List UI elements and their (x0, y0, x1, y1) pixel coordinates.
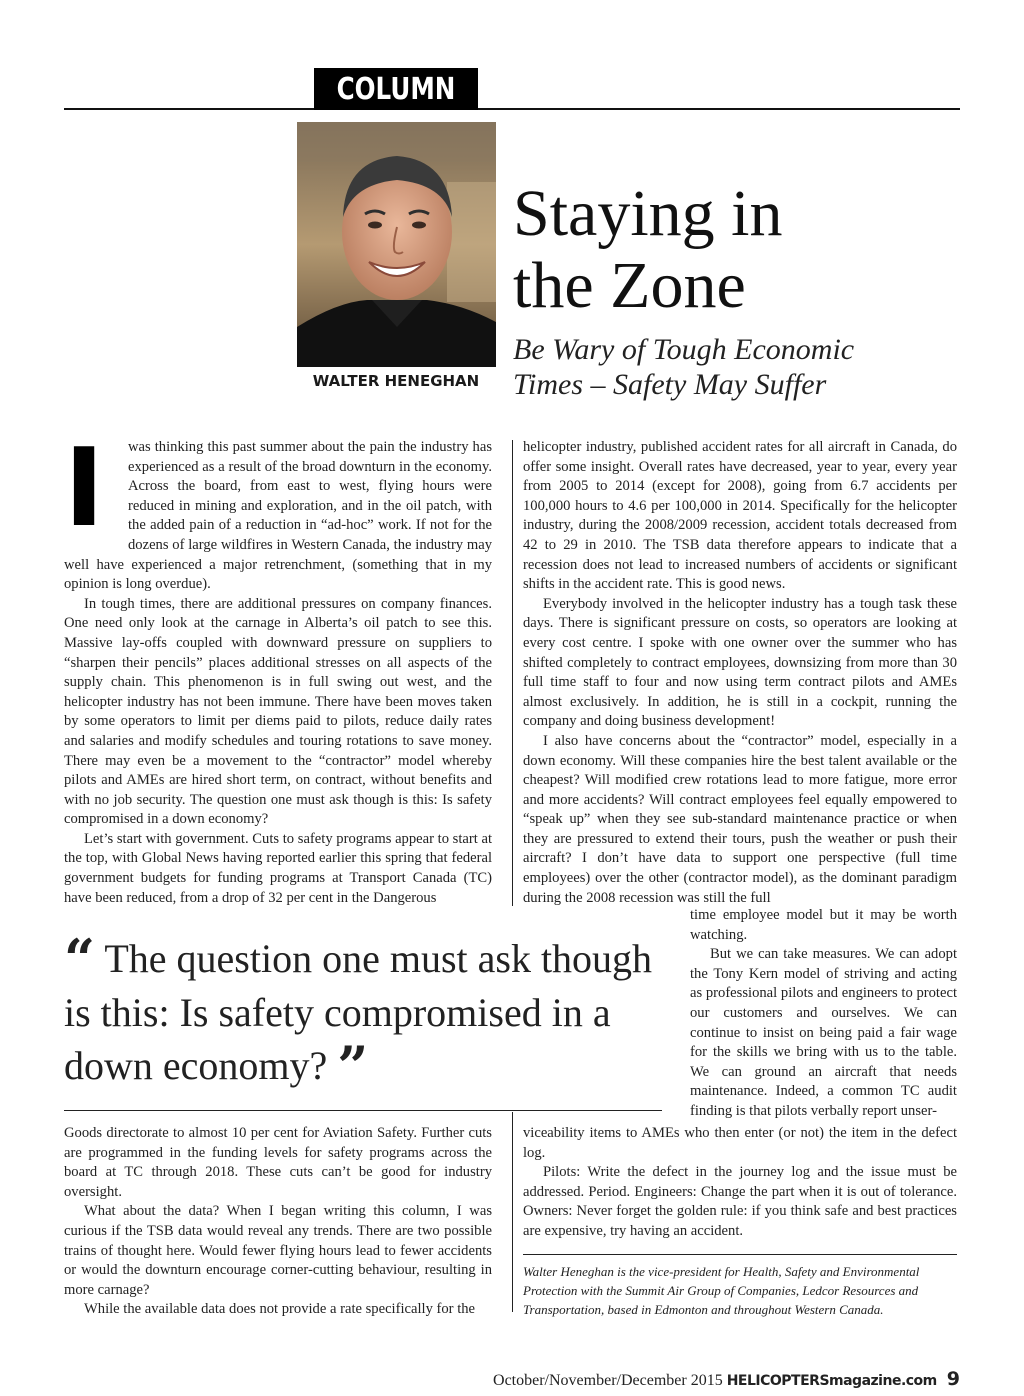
pull-quote (64, 927, 684, 1098)
paragraph: Pilots: Write the defect in the journey log and the issue must be addressed. Period. Engineers: Change the part when it is out of tolerance. Owners: Never forget the golden rule: if you think safe and best practices are expensive, try having an accident. (523, 1164, 957, 1239)
paragraph: While the available data does not provide a rate specifically for the (84, 1301, 476, 1318)
column-divider-bottom (512, 1112, 513, 1312)
author-bio: Walter Heneghan is the vice-president for Health, Safety and Environmental Protection with the Summit Air Group of Companies, Ledcor Resources and Transportation, based in Edmonton and throughout Western Canada. (523, 1264, 920, 1317)
paragraph: In tough times, there are additional pressures on company finances. One need only look at the carnage in Alberta’s oil patch to see this. Massive lay-offs coupled with downward pressure on suppliers to “sharpen their pencils” places additional stresses on all aspects of the supply chain. This phenomenon is in full swing out west, and the helicopter industry has not been immune. There have been moves taken by some operators to limit per diems paid to pilots, reduce daily rates and salaries and modify schedules and touring rotations to save money. There may even be a movement to the “contractor” model whereby pilots and AMEs are hired short term, on contract, without benefits and with no job security. The question one must ask though is this: Is safety compromised in a down economy? (64, 595, 492, 828)
drop-cap: I (64, 426, 105, 551)
page-footer (460, 1368, 960, 1390)
paragraph: viceability items to AMEs who then enter (or not) the item in the defect log. (523, 1125, 957, 1161)
subheadline (513, 332, 854, 402)
paragraph: time employee model but it may be worth watching. (690, 907, 957, 943)
magazine-url: HELICOPTERSmagazine.com (726, 1373, 937, 1389)
close-quote-mark: ” (337, 1034, 369, 1098)
paragraph: What about the data? When I began writing this column, I was curious if the TSB data would reveal any trends. There are two possible trains of thought here. Would fewer flying hours lead to fewer accidents or would the downturn encourage corner-cutting behaviour, resulting in more carnage? (64, 1203, 492, 1298)
headline-line-2: the Zone (513, 249, 746, 322)
paragraph: But we can take measures. We can adopt the Tony Kern model of striving and acting as professional pilots and engineers to protect our customers and ourselves. We can continue to insist on being paid a fair wage for the skills we bring with us to the table. We can ground an aircraft that needs maintenance. Indeed, a common TC audit finding is that pilots verbally report unser- (690, 946, 957, 1119)
bio-rule (523, 1254, 957, 1255)
header-rule (64, 108, 960, 110)
headline-line-1: Staying in (513, 177, 783, 250)
open-quote-mark: “ (64, 927, 96, 991)
section-label: COLUMN (314, 68, 478, 110)
paragraph: Goods directorate to almost 10 per cent for Aviation Safety. Further cuts are programmed in the funding levels for safety programs across the board at TC through 2018. These cuts can’t be good for industry oversight. (64, 1125, 492, 1200)
paragraph: Let’s start with government. Cuts to safety programs appear to start at the top, with Global News having reported earlier this spring that federal government budgets for funding programs at Transport Canada (TC) have been reduced, from a drop of 32 per cent in the Dangerous (64, 830, 492, 906)
author-caption: WALTER HENEGHAN (312, 372, 480, 390)
author-portrait-illustration (297, 122, 496, 367)
paragraph: Everybody involved in the helicopter industry has a tough task these days. There is significant pressure on costs, so operators are looking at every cost centre. I spoke with one owner over the summer who has shifted completely to contract employees, downsizing from more than 30 full time staff to four and now using term contract pilots and AMEs almost exclusively. In addition, he is still in a cockpit, running the company and doing business development! (523, 595, 957, 730)
column-2-bottom (523, 1124, 957, 1242)
paragraph: I also have concerns about the “contractor” model, especially in a down economy. Will these companies hire the best talent available or the cheapest? Will modified crew rotations lead to more fatigue, more error and more accidents? Will contract employees feel equally empowered to “speak up” when they see sub-standard maintenance practice or when they are pressured to extend their tours, push the weather or push their aircraft? I don’t have data to support one perspective (full time employees) over the other (contractor model), as the dominant paradigm during the 2008 recession was still the full (523, 732, 957, 906)
subhead-line-1: Be Wary of Tough Economic (513, 333, 855, 366)
page-number: 9 (946, 1368, 960, 1390)
column-divider-top (512, 440, 513, 906)
column-1-bottom (64, 1124, 492, 1320)
column-2-narrow (690, 906, 957, 1122)
pull-quote-text: The question one must ask though is this: Is safety compromised in a down economy? (64, 936, 653, 1088)
column-2-top (523, 438, 957, 908)
paragraph: was thinking this past summer about the pain the industry has experienced as a result of the broad downturn in the economy. Across the board, from east to west, flying hours were reduced in mining and exploration, and in the oil patch, with the added pain of a reduction in “ad-hoc” work. If not for the dozens of large wildfires in Western Canada, the industry may well have experienced a major retrenchment, (something that in my opinion is long overdue). (64, 439, 492, 593)
issue-date: October/November/December 2015 (493, 1372, 723, 1389)
headline (513, 178, 783, 322)
column-1-top (64, 426, 492, 908)
paragraph: helicopter industry, published accident rates for all aircraft in Canada, do offer some insight. Overall rates have decreased, year to year, every year from 2005 to 2014 (except for 2008), going from 6.7 accidents per 100,000 hours to 4.6 per 100,000 in 2014. Specifically for the helicopter industry, during the 2008/2009 recession, accident totals decreased from 42 to 29 in 2010. The TSB data therefore appears to indicate that a recession does not lead to increased numbers of accidents or significant shifts in the accident rate. This is good news. (523, 439, 957, 593)
author-photo (297, 122, 496, 367)
pull-quote-rule (64, 1110, 662, 1111)
subhead-line-2: Times – Safety May Suffer (513, 368, 827, 401)
